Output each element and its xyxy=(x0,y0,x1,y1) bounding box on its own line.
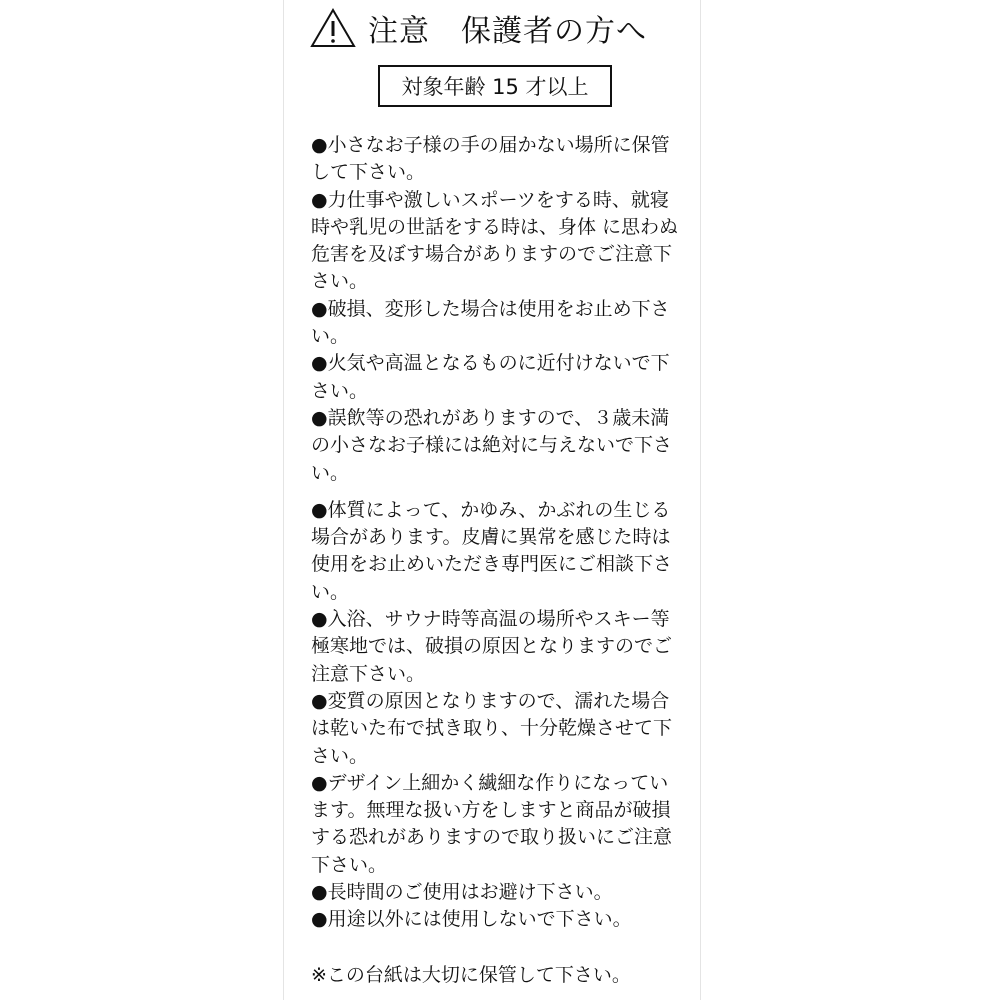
caution-notes-list xyxy=(311,132,681,934)
footer-note: ※この台紙は大切に保管して下さい。 xyxy=(311,964,631,986)
note-item: ●火気や高温となるものに近付けないで下さい。 xyxy=(311,352,670,402)
note-item: ●破損、変形した場合は使用をお止め下さい。 xyxy=(311,297,670,348)
note-item: ●用途以外には使用しないで下さい。 xyxy=(311,908,632,931)
page-edge-right xyxy=(700,0,701,1000)
note-item: ●変質の原因となりますので、濡れた場合は乾いた布で拭き取り、十分乾燥させて下さい。 xyxy=(311,689,673,767)
caution-title: 注意 保護者の方へ xyxy=(368,14,647,49)
note-item: ●誤飲等の恐れがありますので、３歳未満の小さなお子様には絶対に与えないで下さい。 xyxy=(311,406,673,484)
note-item: ●長時間のご使用はお避け下さい。 xyxy=(311,881,613,904)
note-item: ●体質によって、かゆみ、かぶれの生じる場合があります。皮膚に異常を感じた時は使用をお止めいただき専門医にご相談下さい。 xyxy=(311,498,673,603)
note-item: ●力仕事や激しいスポーツをする時、就寝時や乳児の世話をする時は、身体 に思わぬ危害を及ぼす場合がありますのでご注意下さい。 xyxy=(311,188,679,293)
page-edge-left xyxy=(283,0,284,1000)
note-item: ●デザイン上細かく繊細な作りになっています。無理な扱い方をしますと商品が破損する恐れがありますので取り扱いにご注意下さい。 xyxy=(311,771,673,876)
target-age-box: 対象年齢 15 才以上 xyxy=(378,65,612,107)
caution-header xyxy=(310,6,690,50)
note-item: ●入浴、サウナ時等高温の場所やスキー等極寒地では、破損の原因となりますのでご注意下さい。 xyxy=(311,608,673,685)
warning-triangle-icon xyxy=(310,8,356,48)
note-item: ●小さなお子様の手の届かない場所に保管して下さい。 xyxy=(311,134,670,184)
